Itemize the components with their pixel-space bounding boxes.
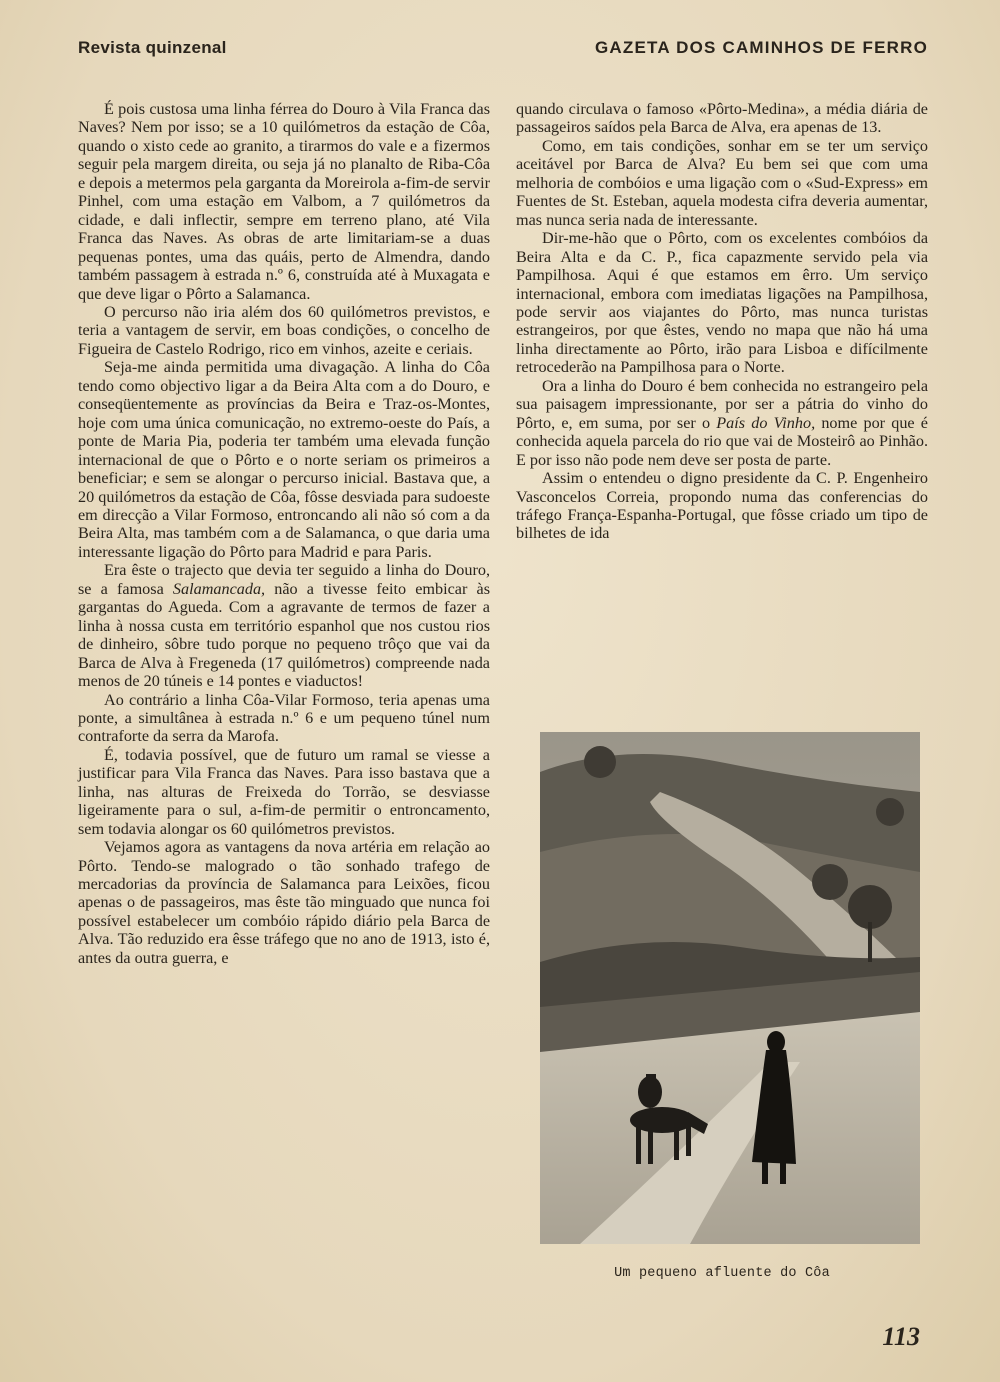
paragraph: Dir-me-hão que o Pôrto, com os excelentes combóios da Beira Alta e da C. P., fica capazmente servido pela via Pampilhosa. Aqui é que estamos em êrro. Um serviço internacional, embora com imediatas ligações na Pampilhosa, pode servir aos viajantes do Pôrto, mas nunca turistas estrangeiros, por que êstes, vendo no mapa que não há uma linha directamente ao Pôrto, irão para Lisboa e difícilmente retrocederão na Pampilhosa para o Norte. <box>516 229 928 377</box>
photo-illustration <box>540 732 920 1244</box>
landscape-photo <box>540 732 920 1244</box>
photo-caption: Um pequeno afluente do Côa <box>614 1266 830 1281</box>
text-run: Ora a linha do Douro é bem conhecida no estrangeiro pela sua paisagem impressionante, por ser a pátria do vinho do Pôrto, e, em suma, por ser o <box>516 376 928 432</box>
paragraph: É, todavia possível, que de futuro um ramal se viesse a justificar para Vila Franca das Naves. Para isso bastava que a linha, nas alturas de Freixeda do Torrão, se desviasse ligeiramente para o sul, a-fim-de permitir o entroncamento, sem todavia alongar os 60 quilómetros previstos. <box>78 745 490 838</box>
paragraph: Assim o entendeu o digno presidente da C. P. Engenheiro Vasconcelos Correia, propondo numa das conferencias do tráfego França-Espanha-Portugal, que fôsse criado um tipo de bilhetes de ida <box>516 469 928 543</box>
paragraph: É pois custosa uma linha férrea do Douro à Vila Franca das Naves? Nem por isso; se a 10 quilómetros da estação de Côa, quando o xisto cede ao granito, a tirarmos do vale e a fizermos seguir pela margem direita, ou seja já no planalto de Riba-Côa e depois a metermos pela garganta da Moreirola a-fim-de servir Pinhel, com uma estação em Valbom, a 7 quilómetros da cidade, e dali inflectir, sempre em terreno plano, até Vila Franca das Naves. As obras de arte limitariam-se a duas pequenas pontes, uma das quáis, perto de Almendra, dando também passagem à estrada n.º 6, construída até à Muxagata e que deve ligar o Pôrto a Salamanca. <box>78 100 490 303</box>
left-column <box>78 100 490 967</box>
italic-run: País do Vinho, <box>716 413 816 432</box>
running-head <box>78 38 928 64</box>
paragraph: Ao contrário a linha Côa-Vilar Formoso, teria apenas uma ponte, a simultânea à estrada n.º 6 e um pequeno túnel num contraforte da serra da Marofa. <box>78 690 490 746</box>
text-run: não a tivesse feito embicar às gargantas do Agueda. Com a agravante de termos de fazer a linha à nossa custa em território espanhol que nos custou rios de dinheiro, sôbre tudo porque no pequeno trôço que vai da Barca de Alva à Fregeneda (17 quilómetros) compreende nada menos de 20 túneis e 14 pontes e viaductos! <box>78 579 490 691</box>
paragraph: Como, em tais condições, sonhar em se ter um serviço aceitável por Barca de Alva? Eu bem sei que com uma melhoria de combóios e uma ligação com o «Sud-Express» em Fuentes de St. Esteban, aquela modesta cifra deveria aumentar, mas nunca seria nada de interessante. <box>516 136 928 229</box>
text-run: Era êste o trajecto que devia ter seguido a linha do Douro, se a famosa <box>78 561 490 598</box>
paragraph: Vejamos agora as vantagens da nova artéria em relação ao Pôrto. Tendo-se malogrado o tão sonhado trafego de mercadorias da província de Salamanca para Leixões, ficou apenas o de passageiros, mas êste tão minguado que nunca foi possível estabelecer um combóio rápido diário pela Barca de Alva. Tão reduzido era êsse tráfego que no ano de 1913, isto é, antes da outra guerra, e <box>78 838 490 967</box>
italic-run: Salamancada, <box>172 579 266 598</box>
paragraph: O percurso não iria além dos 60 quilómetros previstos, e teria a vantagem de servir, em boas condições, o concelho de Figueira de Castelo Rodrigo, rico em vinhos, azeite e ceriais. <box>78 302 490 358</box>
text-run: nome por que é conhecida aquela parcela do rio que vai de Mosteirô ao Pinhão. E por isso não pode nem deve ser posta de parte. <box>516 413 928 469</box>
paragraph-continued: quando circulava o famoso «Pôrto-Medina», a média diária de passageiros saídos pela Barca de Alva, era apenas de 13. <box>516 100 928 137</box>
header-right-text: GAZETA DOS CAMINHOS DE FERRO <box>595 38 928 57</box>
header-left-text: Revista quinzenal <box>78 38 227 57</box>
paragraph-salamancada <box>78 561 490 690</box>
page-number: 113 <box>882 1322 920 1351</box>
paragraph: Seja-me ainda permitida uma divagação. A linha do Côa tendo como objectivo ligar a da Beira Alta com a do Douro, e conseqüentemente as províncias da Beira e Traz-os-Montes, hoje com uma única comunicação, no extremo-oeste do País, a ponte de Maria Pia, poderia ter também uma elevada função internacional de que o Pôrto e o norte seriam os primeiros a beneficiar; e sem se alongar o percurso inicial. Bastava que, a 20 quilómetros da estação de Côa, fôsse desviada para sudoeste em direcção a Vilar Formoso, entroncando ali não só com a da Beira Alta, mas também com a de Salamanca, o que daria uma interessante ligação do Pôrto para Madrid e para Paris. <box>78 358 490 561</box>
right-column <box>516 100 928 543</box>
paragraph-pais-do-vinho <box>516 377 928 469</box>
